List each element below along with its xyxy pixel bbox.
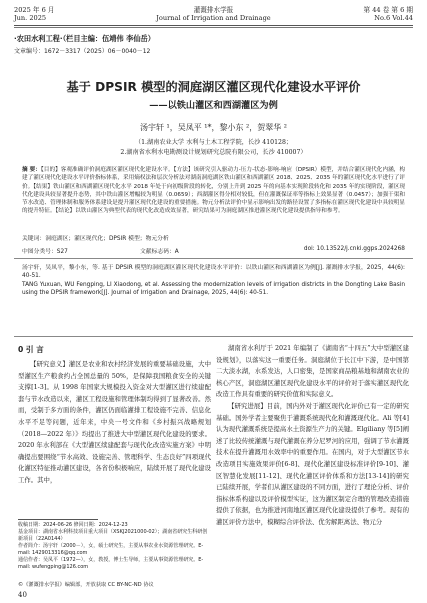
footnotes	[18, 522, 211, 571]
body-paragraph: 【研究进展】目前，国内外对于灌区现代化评价已有一定的研究基础。国外学者主要聚焦于灌溉系统现代化和灌溉现代化。Ali 等[4]认为现代灌溉系统是提高水土资源生产力的关键。Elgiliany 等[5]阐述了比较传统灌溉与现代灌溉在养分尼罗河的应用，强调了节水灌溉技术在提升灌溉用水效率中的重要作用。在国内，对于大型灌区节水改造项目实施效果评价[6-8]、现代化灌区建设标准评价[9-10]、灌区智慧化发展[11-12]、现代化灌区评价体系和方法[13-14]的研究已陆续开展，学者们从灌区建设的不同方面，进行了理论分析、评价指标体系构建以及评价模型实证，这为灌区制定合理的管理改造措施提供了依据，也为推进河南地区灌区现代化建设提供了参考。现有的灌区评价方法中，模糊综合评价法、优劣解距离法、物元分	[216, 401, 409, 526]
citation-block	[22, 264, 405, 298]
header-volume-cn: 第 44 卷 第 6 期	[363, 6, 413, 14]
body-column-right	[216, 343, 409, 529]
page-number: 40	[18, 591, 27, 599]
footnote-received: 收稿日期：2024-06-26 修回日期：2024-12-23	[18, 522, 128, 528]
keywords: 关键词：洞庭湖区；灌区现代化；DPSIR 模型；物元分析	[22, 236, 169, 242]
classification-row	[22, 246, 405, 255]
body-paragraph: 湖南省水利厅于 2021 年编制了《湖南省“十四五”大中型灌区建设规划》，以落实这一重要任务。洞庭湖位于长江中下游，是中国第二大淡水湖，水系发达，人口密集，是国家商品粮基地和湖南农业的核心产区，洞庭湖区灌区现代化建设水平的评价对于落实灌区现代化改造工作具有重要的研究价值和实际意义。	[216, 344, 409, 399]
paper-title: 基于 DPSIR 模型的洞庭湖区灌区现代化建设水平评价	[66, 80, 361, 94]
author-list: 汤宇轩 ¹，吴凤平 ¹*，黎小东 ²，贺翠华 ²	[140, 123, 287, 132]
clc-number: 中图分类号：S27	[22, 249, 68, 255]
header-divider-thin	[14, 27, 413, 28]
footnote-divider	[18, 519, 98, 520]
header-right	[364, 6, 413, 22]
journal-name-en: Journal of Irrigation and Drainage	[156, 14, 271, 22]
body-column-left	[18, 343, 211, 487]
document-code: 文献标志码：A	[140, 249, 179, 255]
article-number: 文章编号：1672－3317（2025）06－0040－12	[14, 48, 151, 55]
footnote-corresponding: 通信作者：吴凤平（1972—），女，教授，博士生导师，主要从事资源管理研究。E-mail: wufengping@126.com	[18, 557, 204, 570]
citation-en: TANG Yuxuan, WU Fengping, LI Xiaodong, et al. Assessing the modernization levels of irrigation districts in the Dongting Lake Basin using the DPSIR framework[J]. Journal of Irrigation and Drainage, 2025, 44(6): 40-51.	[22, 281, 405, 297]
citation-divider	[14, 336, 413, 337]
citation-cn: 汤宇轩，吴凤平，黎小东，等. 基于 DPSIR 模型的洞庭湖区灌区现代化建设水平评价：以铁山灌区和西湖灌区为例[J]. 灌溉排水学报，2025，44(6): 40-51.	[22, 265, 405, 280]
affiliation-2: 2.湖南省水利水电勘测设计规划研究总院有限公司，长沙 410007）	[120, 149, 307, 156]
section-heading: 0 引 言	[18, 345, 44, 354]
doi-link[interactable]: doi: 10.13522/j.cnki.ggps.2024268	[303, 246, 405, 252]
header-center	[14, 6, 413, 22]
footnote-funding: 基金项目：湖南省水利科技项目重大项目（XSKJ2021000-02）；湖南省研究生科研创新项目（22A0144）	[18, 529, 208, 542]
abstract	[22, 166, 405, 216]
column-tag: ·农田水利工程·（栏目主编：伍靖伟 李仙岳）	[14, 34, 155, 43]
abstract-text: 【目的】客观准确评价洞庭湖区灌区现代化建设水平。【方法】该研究引入驱动力-压力-状态-影响-响应（DPSIR）模型，并结合灌区现代化内涵，构建了灌区现代化建设水平评价指标体系，采用熵权法和层次分析法对湖南洞庭湖区铁山灌区和西湖灌区 2018、2025、2035 年的灌区现代化水平进行了评价。【结果】铁山灌区和西湖灌区现代化水平 2018 年处于向初级阶段的转化，分别上升到 2025 年的向基本实现阶段转化和 2035 年的实现阶段，灌区现代化建设具较显著提升态势，其中铁山灌区增幅较为明显（0.0659）；西湖灌区得分相对较低，但在灌溉保证率等指标上效果显著（0.0457）；加强干渠和节水改造、管理体制和服务体系建设是提升灌区现代化建设的重要措施。物元分析法评价中显示影响出发的路径设置了多指标在灌区现代化建设中具较明显的提升特征。【结论】以铁山灌区为典型代表的现代化改造成效显著，研究结果可为洞庭湖区推进灌区现代化建设提供指导和参考。	[22, 167, 405, 215]
abstract-label: 摘 要：	[22, 167, 41, 173]
open-access-notice: ©《灌溉排水学报》编辑部，开放获取 CC BY-NC-ND 协议	[18, 582, 154, 588]
header-date-cn: 2025 年 6 月	[14, 6, 55, 14]
footnote-author: 作者简介：汤宇轩（2000－），女，硕士研究生，主要从事农业水资源管理研究。E-mail: 1429013316@qq.com	[18, 543, 204, 556]
header-divider	[14, 25, 413, 26]
paper-subtitle: ——以铁山灌区和西湖灌区为例	[149, 100, 278, 111]
affiliation-1: （1.湖南农业大学 水利与土木工程学院，长沙 410128；	[134, 139, 293, 146]
meta-divider	[14, 258, 413, 259]
journal-name-cn: 灌溉排水学报	[193, 6, 234, 14]
body-paragraph: 【研究意义】灌区是农业和农村经济发展的重要基础设施，大中型灌区生产粮食约占全国总量的 50%，是保障我国粮食安全的关键支撑[1-3]。从 1998 年国家大规模投入资金对大型灌区进行续建配套与节水改造以来，灌区工程设施和管理体制均得到了显著改善。然而，受制于多方面的条件，灌区仍面临灌排工程设施不完善、信息化水平不足等问题，近年来，中央一号文件和《乡村振兴战略规划（2018—2022 年）》均提出了推进大中型灌区现代化建设的要求。2020 年水利部在《大型灌区续建配套与现代化改造实施方案》中明确提出要围绕“节水高效、设施完善、管理科学、生态良好”四项现代化灌区特征推动灌区建设，各省份积极响应，陆续开展了现代化建设工作。其中，	[18, 360, 211, 484]
header-volume-en: No.6 Vol.44	[374, 14, 413, 22]
header-date-en: Jun. 2025	[14, 14, 47, 22]
